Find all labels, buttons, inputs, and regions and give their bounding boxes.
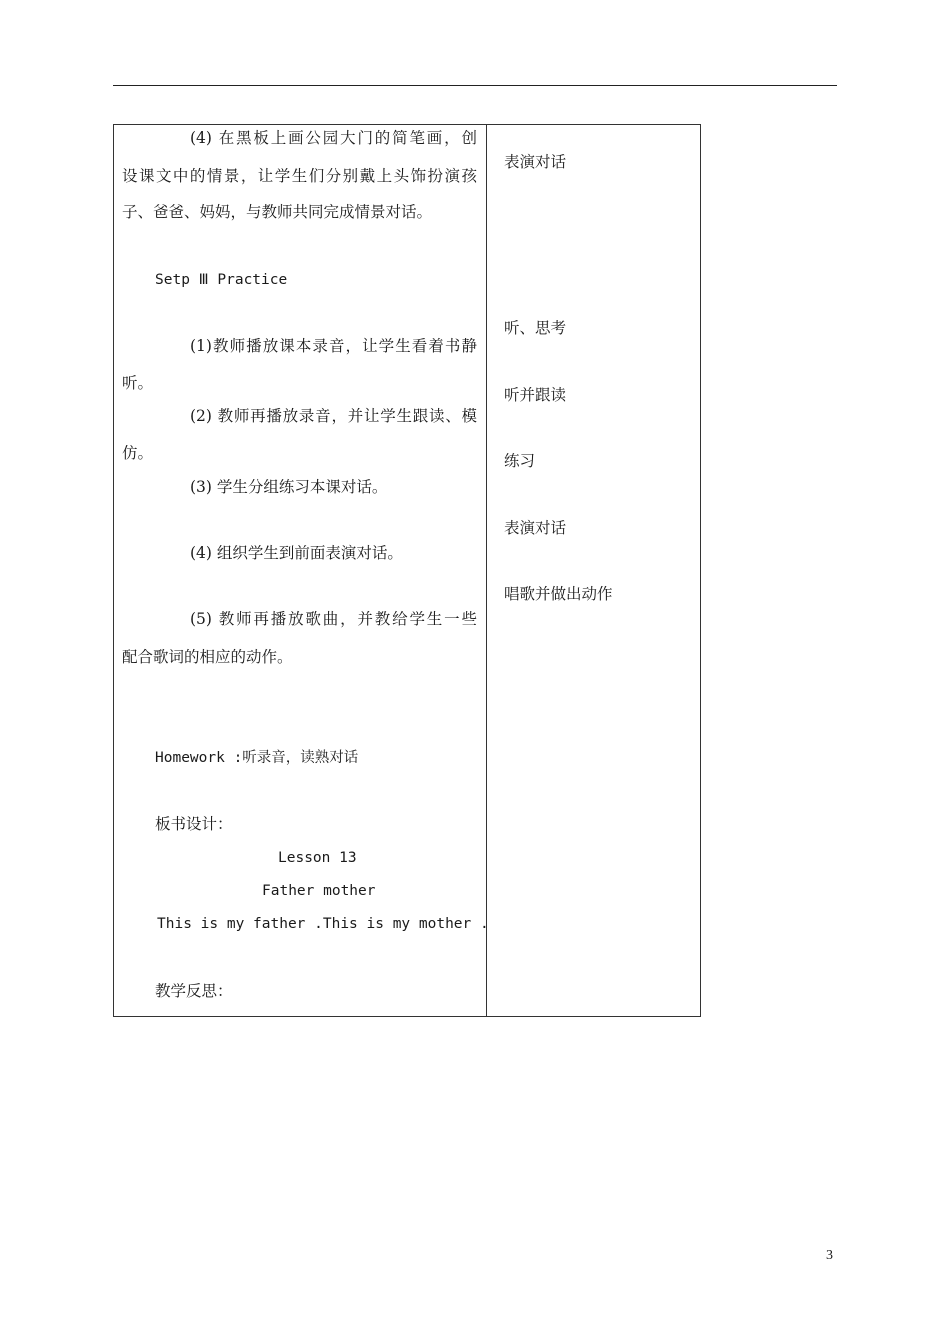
activity-practice: 练习: [504, 452, 536, 470]
step4-line3: 子、爸爸、妈妈，与教师共同完成情景对话。: [122, 203, 433, 221]
practice-4: (4) 组织学生到前面表演对话。: [190, 544, 403, 562]
practice-2-line1: (2) 教师再播放录音，并让学生跟读、模: [190, 407, 477, 425]
practice-5-line2: 配合歌词的相应的动作。: [122, 648, 293, 666]
activity-sing-act: 唱歌并做出动作: [504, 585, 613, 603]
setp3-heading: Setp Ⅲ Practice: [155, 272, 288, 288]
board-lesson: Lesson 13: [278, 850, 357, 866]
homework-text: Homework :听录音，读熟对话: [155, 750, 359, 766]
step4-line1: (4) 在黑板上画公园大门的简笔画，创: [190, 129, 477, 147]
page-number: 3: [826, 1248, 833, 1263]
header-rule: [113, 85, 837, 86]
activity-listen-repeat: 听并跟读: [504, 386, 567, 404]
lesson-table: [113, 124, 701, 1017]
board-words: Father mother: [262, 883, 376, 899]
step4-line2: 设课文中的情景，让学生们分别戴上头饰扮演孩: [122, 167, 477, 185]
practice-1-line2: 听。: [122, 374, 154, 392]
column-divider: [486, 124, 487, 1017]
board-sentence: This is my father .This is my mother .: [157, 916, 489, 932]
homework: [155, 747, 358, 768]
activity-perform-dialogue: 表演对话: [504, 153, 567, 171]
practice-3: (3) 学生分组练习本课对话。: [190, 478, 388, 496]
board-design-label: 板书设计：: [155, 815, 233, 833]
practice-2-line2: 仿。: [122, 444, 154, 462]
practice-5-line1: (5) 教师再播放歌曲，并教给学生一些: [190, 610, 477, 628]
activity-listen-think: 听、思考: [504, 319, 567, 337]
reflection-label: 教学反思：: [155, 982, 233, 1000]
practice-1-line1: (1)教师播放课本录音，让学生看着书静: [190, 337, 477, 355]
activity-perform-dialogue-2: 表演对话: [504, 519, 567, 537]
